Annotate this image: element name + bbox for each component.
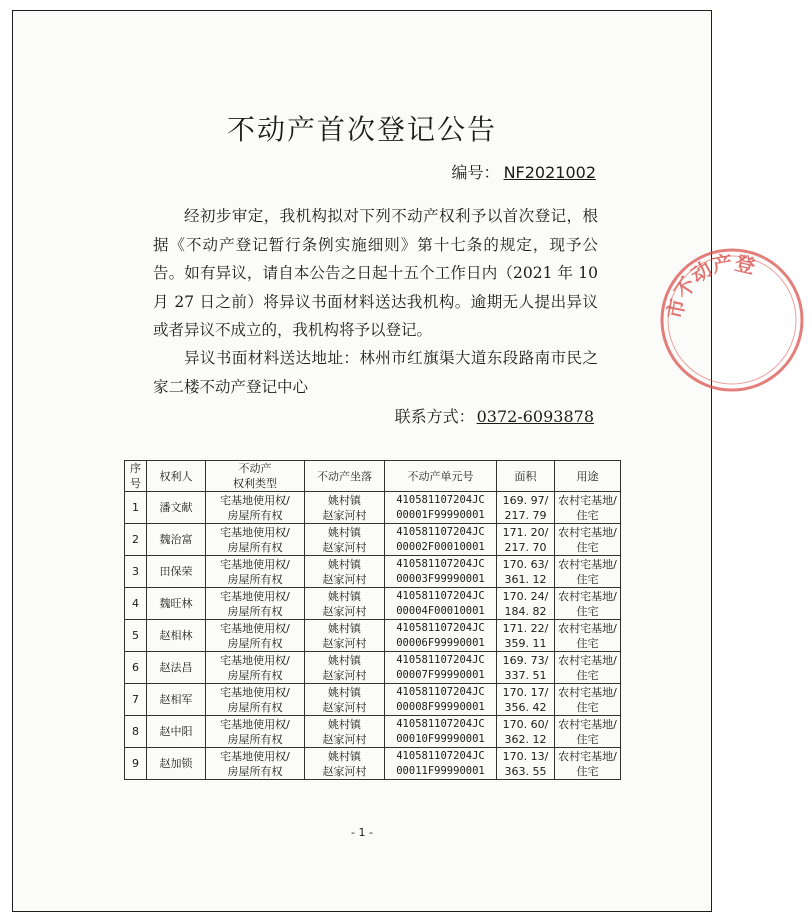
table-row [125, 556, 621, 588]
cell-unit-number: 410581107204JC 00003F99990001 [385, 556, 497, 588]
cell-owner: 赵法昌 [147, 652, 206, 684]
address-paragraph: 异议书面材料送达地址：林州市红旗渠大道东段路南市民之家二楼不动产登记中心 [153, 349, 598, 396]
cell-owner: 潘文献 [147, 492, 206, 524]
cell-usage: 农村宅基地/ 住宅 [555, 748, 621, 780]
table-row [125, 684, 621, 716]
cell-owner: 赵相军 [147, 684, 206, 716]
official-seal-stamp [652, 240, 812, 400]
cell-usage: 农村宅基地/ 住宅 [555, 524, 621, 556]
header-seq: 序 号 [125, 461, 147, 492]
cell-location: 姚村镇 赵家河村 [305, 620, 385, 652]
table-row [125, 588, 621, 620]
cell-unit-number: 410581107204JC 00001F99990001 [385, 492, 497, 524]
table-row [125, 716, 621, 748]
table-row [125, 748, 621, 780]
cell-area: 170. 17/ 356. 42 [497, 684, 555, 716]
cell-seq: 4 [125, 588, 147, 620]
contact-phone: 0372-6093878 [476, 407, 594, 426]
cell-owner: 赵加锁 [147, 748, 206, 780]
cell-area: 170. 63/ 361. 12 [497, 556, 555, 588]
header-unit-number: 不动产单元号 [385, 461, 497, 492]
cell-seq: 7 [125, 684, 147, 716]
cell-unit-number: 410581107204JC 00010F99990001 [385, 716, 497, 748]
cell-usage: 农村宅基地/ 住宅 [555, 588, 621, 620]
cell-location: 姚村镇 赵家河村 [305, 556, 385, 588]
cell-seq: 2 [125, 524, 147, 556]
document-number-label: 编号： [451, 163, 500, 182]
document-number [452, 160, 596, 183]
cell-location: 姚村镇 赵家河村 [305, 492, 385, 524]
cell-right-type: 宅基地使用权/ 房屋所有权 [206, 588, 305, 620]
contact-info [395, 404, 594, 427]
cell-usage: 农村宅基地/ 住宅 [555, 492, 621, 524]
cell-area: 169. 73/ 337. 51 [497, 652, 555, 684]
cell-location: 姚村镇 赵家河村 [305, 652, 385, 684]
cell-right-type: 宅基地使用权/ 房屋所有权 [206, 652, 305, 684]
registration-table [124, 460, 621, 780]
cell-location: 姚村镇 赵家河村 [305, 588, 385, 620]
cell-location: 姚村镇 赵家河村 [305, 716, 385, 748]
table-row [125, 652, 621, 684]
cell-right-type: 宅基地使用权/ 房屋所有权 [206, 748, 305, 780]
contact-label: 联系方式： [394, 407, 475, 426]
cell-unit-number: 410581107204JC 00008F99990001 [385, 684, 497, 716]
cell-owner: 魏治富 [147, 524, 206, 556]
table-row [125, 620, 621, 652]
header-right-type: 不动产 权利类型 [206, 461, 305, 492]
cell-seq: 5 [125, 620, 147, 652]
table-row [125, 492, 621, 524]
header-usage: 用途 [555, 461, 621, 492]
cell-right-type: 宅基地使用权/ 房屋所有权 [206, 620, 305, 652]
document-number-value: NF2021002 [503, 163, 596, 182]
cell-seq: 8 [125, 716, 147, 748]
cell-location: 姚村镇 赵家河村 [305, 748, 385, 780]
cell-owner: 田保荣 [147, 556, 206, 588]
cell-area: 171. 22/ 359. 11 [497, 620, 555, 652]
cell-unit-number: 410581107204JC 00011F99990001 [385, 748, 497, 780]
cell-unit-number: 410581107204JC 00007F99990001 [385, 652, 497, 684]
header-area: 面积 [497, 461, 555, 492]
header-owner: 权利人 [147, 461, 206, 492]
cell-owner: 赵中阳 [147, 716, 206, 748]
cell-seq: 1 [125, 492, 147, 524]
cell-usage: 农村宅基地/ 住宅 [555, 652, 621, 684]
table-row [125, 524, 621, 556]
cell-seq: 6 [125, 652, 147, 684]
cell-unit-number: 410581107204JC 00006F99990001 [385, 620, 497, 652]
cell-unit-number: 410581107204JC 00004F00010001 [385, 588, 497, 620]
cell-seq: 3 [125, 556, 147, 588]
page-number: - 1 - [351, 826, 373, 839]
cell-area: 170. 60/ 362. 12 [497, 716, 555, 748]
cell-right-type: 宅基地使用权/ 房屋所有权 [206, 524, 305, 556]
cell-usage: 农村宅基地/ 住宅 [555, 684, 621, 716]
page-title: 不动产首次登记公告 [226, 113, 497, 146]
cell-area: 169. 97/ 217. 79 [497, 492, 555, 524]
cell-area: 170. 24/ 184. 82 [497, 588, 555, 620]
cell-right-type: 宅基地使用权/ 房屋所有权 [206, 684, 305, 716]
cell-owner: 赵相林 [147, 620, 206, 652]
cell-right-type: 宅基地使用权/ 房屋所有权 [206, 556, 305, 588]
table-body [125, 492, 621, 780]
svg-text:市不动产登 [662, 250, 757, 321]
cell-usage: 农村宅基地/ 住宅 [555, 620, 621, 652]
cell-owner: 魏旺林 [147, 588, 206, 620]
cell-location: 姚村镇 赵家河村 [305, 524, 385, 556]
cell-unit-number: 410581107204JC 00002F00010001 [385, 524, 497, 556]
cell-right-type: 宅基地使用权/ 房屋所有权 [206, 492, 305, 524]
cell-seq: 9 [125, 748, 147, 780]
cell-right-type: 宅基地使用权/ 房屋所有权 [206, 716, 305, 748]
seal-text: 市不动产登 [662, 250, 758, 321]
table-header-row [125, 461, 621, 492]
cell-area: 170. 13/ 363. 55 [497, 748, 555, 780]
cell-area: 171. 20/ 217. 70 [497, 524, 555, 556]
cell-usage: 农村宅基地/ 住宅 [555, 716, 621, 748]
cell-usage: 农村宅基地/ 住宅 [555, 556, 621, 588]
cell-location: 姚村镇 赵家河村 [305, 684, 385, 716]
announcement-paragraph: 经初步审定，我机构拟对下列不动产权利予以首次登记，根据《不动产登记暂行条例实施细则》第十七条的规定，现予公告。如有异议，请自本公告之日起十五个工作日内（2021 年 10 月 27 日之前）将异议书面材料送达我机构。逾期无人提出异议或者异议不成立的，我机构将予以登记。 [153, 207, 598, 339]
header-location: 不动产坐落 [305, 461, 385, 492]
